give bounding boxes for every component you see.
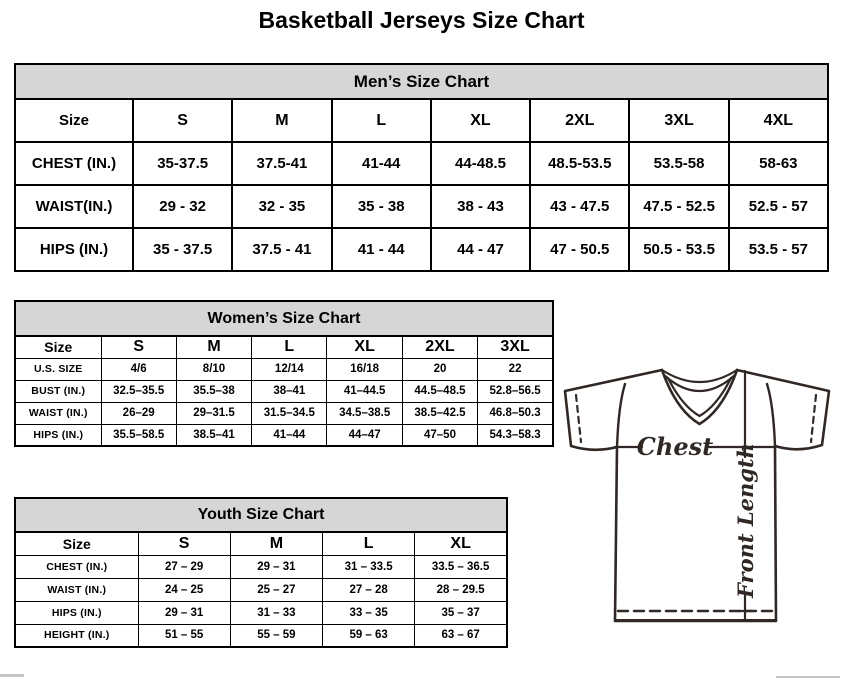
mens-size-value: 47 - 50.5 bbox=[530, 228, 629, 271]
jersey-outline bbox=[565, 370, 829, 621]
womens-size-value: 32.5–35.5 bbox=[101, 380, 176, 402]
womens-size-value: 44.5–48.5 bbox=[402, 380, 477, 402]
mens-size-value: 52.5 - 57 bbox=[729, 185, 828, 228]
youth-column-header: L bbox=[323, 532, 415, 555]
womens-column-header: 2XL bbox=[402, 336, 477, 358]
womens-size-value: 41–44 bbox=[252, 424, 327, 446]
youth-size-value: 59 – 63 bbox=[323, 624, 415, 647]
mens-size-value: 50.5 - 53.5 bbox=[629, 228, 728, 271]
womens-size-value: 38.5–41 bbox=[176, 424, 251, 446]
womens-header-row bbox=[15, 336, 553, 358]
collar-band-arc-1 bbox=[662, 370, 737, 382]
mens-size-value: 53.5 - 57 bbox=[729, 228, 828, 271]
mens-size-value: 41-44 bbox=[332, 142, 431, 185]
mens-row-label: WAIST(IN.) bbox=[15, 185, 133, 228]
youth-size-chart-section bbox=[14, 497, 508, 648]
youth-row-label: CHEST (IN.) bbox=[15, 555, 138, 578]
hscrollbar-fragment-right[interactable] bbox=[776, 676, 840, 678]
womens-size-value: 35.5–58.5 bbox=[101, 424, 176, 446]
mens-size-value: 53.5-58 bbox=[629, 142, 728, 185]
jersey-diagram-svg bbox=[558, 362, 838, 630]
youth-size-value: 31 – 33.5 bbox=[323, 555, 415, 578]
left-sleeve-seam bbox=[617, 384, 625, 447]
youth-size-value: 25 – 27 bbox=[230, 578, 322, 601]
youth-data-row bbox=[15, 624, 507, 647]
mens-row-label: CHEST (IN.) bbox=[15, 142, 133, 185]
womens-size-value: 38.5–42.5 bbox=[402, 402, 477, 424]
youth-size-table bbox=[14, 531, 508, 648]
womens-data-row bbox=[15, 358, 553, 380]
womens-column-header: S bbox=[101, 336, 176, 358]
youth-header-row bbox=[15, 532, 507, 555]
mens-size-table bbox=[14, 98, 829, 272]
youth-size-value: 35 – 37 bbox=[415, 601, 507, 624]
womens-size-value: 41–44.5 bbox=[327, 380, 402, 402]
page-title: Basketball Jerseys Size Chart bbox=[258, 7, 585, 33]
youth-column-header: M bbox=[230, 532, 322, 555]
jersey-measurement-diagram bbox=[558, 362, 838, 630]
womens-data-row bbox=[15, 380, 553, 402]
youth-column-header: XL bbox=[415, 532, 507, 555]
mens-size-value: 41 - 44 bbox=[332, 228, 431, 271]
mens-column-header: L bbox=[332, 99, 431, 142]
youth-size-value: 63 – 67 bbox=[415, 624, 507, 647]
womens-data-row bbox=[15, 424, 553, 446]
mens-header-row bbox=[15, 99, 828, 142]
right-sleeve-seam bbox=[767, 384, 775, 446]
mens-size-value: 47.5 - 52.5 bbox=[629, 185, 728, 228]
youth-row-label: HEIGHT (IN.) bbox=[15, 624, 138, 647]
youth-column-header: S bbox=[138, 532, 230, 555]
mens-size-value: 32 - 35 bbox=[232, 185, 331, 228]
mens-size-value: 35-37.5 bbox=[133, 142, 232, 185]
youth-size-value: 33 – 35 bbox=[323, 601, 415, 624]
mens-column-header: M bbox=[232, 99, 331, 142]
mens-column-header: S bbox=[133, 99, 232, 142]
right-cuff-dashed-line bbox=[811, 395, 816, 442]
womens-size-value: 46.8–50.3 bbox=[478, 402, 553, 424]
womens-column-header: L bbox=[252, 336, 327, 358]
youth-data-row bbox=[15, 555, 507, 578]
womens-size-value: 4/6 bbox=[101, 358, 176, 380]
womens-size-value: 20 bbox=[402, 358, 477, 380]
womens-size-value: 12/14 bbox=[252, 358, 327, 380]
womens-column-header: 3XL bbox=[478, 336, 553, 358]
youth-row-label: HIPS (IN.) bbox=[15, 601, 138, 624]
womens-chart-title: Women’s Size Chart bbox=[14, 300, 554, 337]
mens-chart-title: Men’s Size Chart bbox=[14, 63, 829, 100]
womens-size-value: 8/10 bbox=[176, 358, 251, 380]
mens-size-value: 38 - 43 bbox=[431, 185, 530, 228]
mens-size-value: 35 - 38 bbox=[332, 185, 431, 228]
womens-size-value: 29–31.5 bbox=[176, 402, 251, 424]
youth-size-value: 55 – 59 bbox=[230, 624, 322, 647]
hscrollbar-fragment-left[interactable] bbox=[0, 674, 24, 677]
mens-size-value: 29 - 32 bbox=[133, 185, 232, 228]
womens-size-chart-section bbox=[14, 300, 554, 447]
youth-row-label: WAIST (IN.) bbox=[15, 578, 138, 601]
mens-row-label: HIPS (IN.) bbox=[15, 228, 133, 271]
womens-size-value: 52.8–56.5 bbox=[478, 380, 553, 402]
womens-data-row bbox=[15, 402, 553, 424]
womens-size-table bbox=[14, 335, 554, 447]
mens-size-value: 58-63 bbox=[729, 142, 828, 185]
youth-size-value: 24 – 25 bbox=[138, 578, 230, 601]
mens-column-header: Size bbox=[15, 99, 133, 142]
womens-size-value: 34.5–38.5 bbox=[327, 402, 402, 424]
mens-data-row bbox=[15, 142, 828, 185]
mens-column-header: 4XL bbox=[729, 99, 828, 142]
womens-size-value: 54.3–58.3 bbox=[478, 424, 553, 446]
womens-column-header: M bbox=[176, 336, 251, 358]
womens-size-value: 16/18 bbox=[327, 358, 402, 380]
mens-size-value: 37.5 - 41 bbox=[232, 228, 331, 271]
youth-size-value: 33.5 – 36.5 bbox=[415, 555, 507, 578]
youth-size-value: 28 – 29.5 bbox=[415, 578, 507, 601]
mens-size-value: 43 - 47.5 bbox=[530, 185, 629, 228]
womens-row-label: HIPS (IN.) bbox=[15, 424, 101, 446]
mens-column-header: 3XL bbox=[629, 99, 728, 142]
womens-size-value: 44–47 bbox=[327, 424, 402, 446]
womens-size-value: 47–50 bbox=[402, 424, 477, 446]
womens-column-header: Size bbox=[15, 336, 101, 358]
youth-size-value: 27 – 28 bbox=[323, 578, 415, 601]
womens-size-value: 35.5–38 bbox=[176, 380, 251, 402]
mens-size-chart-section bbox=[14, 63, 829, 272]
womens-size-value: 22 bbox=[478, 358, 553, 380]
mens-size-value: 48.5-53.5 bbox=[530, 142, 629, 185]
mens-size-value: 44 - 47 bbox=[431, 228, 530, 271]
front-length-label: Front Length bbox=[733, 443, 758, 598]
youth-data-row bbox=[15, 578, 507, 601]
mens-size-value: 35 - 37.5 bbox=[133, 228, 232, 271]
womens-row-label: BUST (IN.) bbox=[15, 380, 101, 402]
womens-size-value: 31.5–34.5 bbox=[252, 402, 327, 424]
left-cuff-dashed-line bbox=[576, 395, 581, 442]
womens-row-label: U.S. SIZE bbox=[15, 358, 101, 380]
womens-column-header: XL bbox=[327, 336, 402, 358]
mens-size-value: 37.5-41 bbox=[232, 142, 331, 185]
youth-chart-title: Youth Size Chart bbox=[14, 497, 508, 533]
womens-size-value: 26–29 bbox=[101, 402, 176, 424]
youth-column-header: Size bbox=[15, 532, 138, 555]
youth-size-value: 29 – 31 bbox=[138, 601, 230, 624]
mens-column-header: XL bbox=[431, 99, 530, 142]
mens-size-value: 44-48.5 bbox=[431, 142, 530, 185]
mens-column-header: 2XL bbox=[530, 99, 629, 142]
chest-label: Chest bbox=[636, 432, 714, 461]
youth-size-value: 27 – 29 bbox=[138, 555, 230, 578]
youth-size-value: 51 – 55 bbox=[138, 624, 230, 647]
womens-row-label: WAIST (IN.) bbox=[15, 402, 101, 424]
youth-data-row bbox=[15, 601, 507, 624]
womens-size-value: 38–41 bbox=[252, 380, 327, 402]
youth-size-value: 29 – 31 bbox=[230, 555, 322, 578]
mens-data-row bbox=[15, 185, 828, 228]
mens-data-row bbox=[15, 228, 828, 271]
youth-size-value: 31 – 33 bbox=[230, 601, 322, 624]
